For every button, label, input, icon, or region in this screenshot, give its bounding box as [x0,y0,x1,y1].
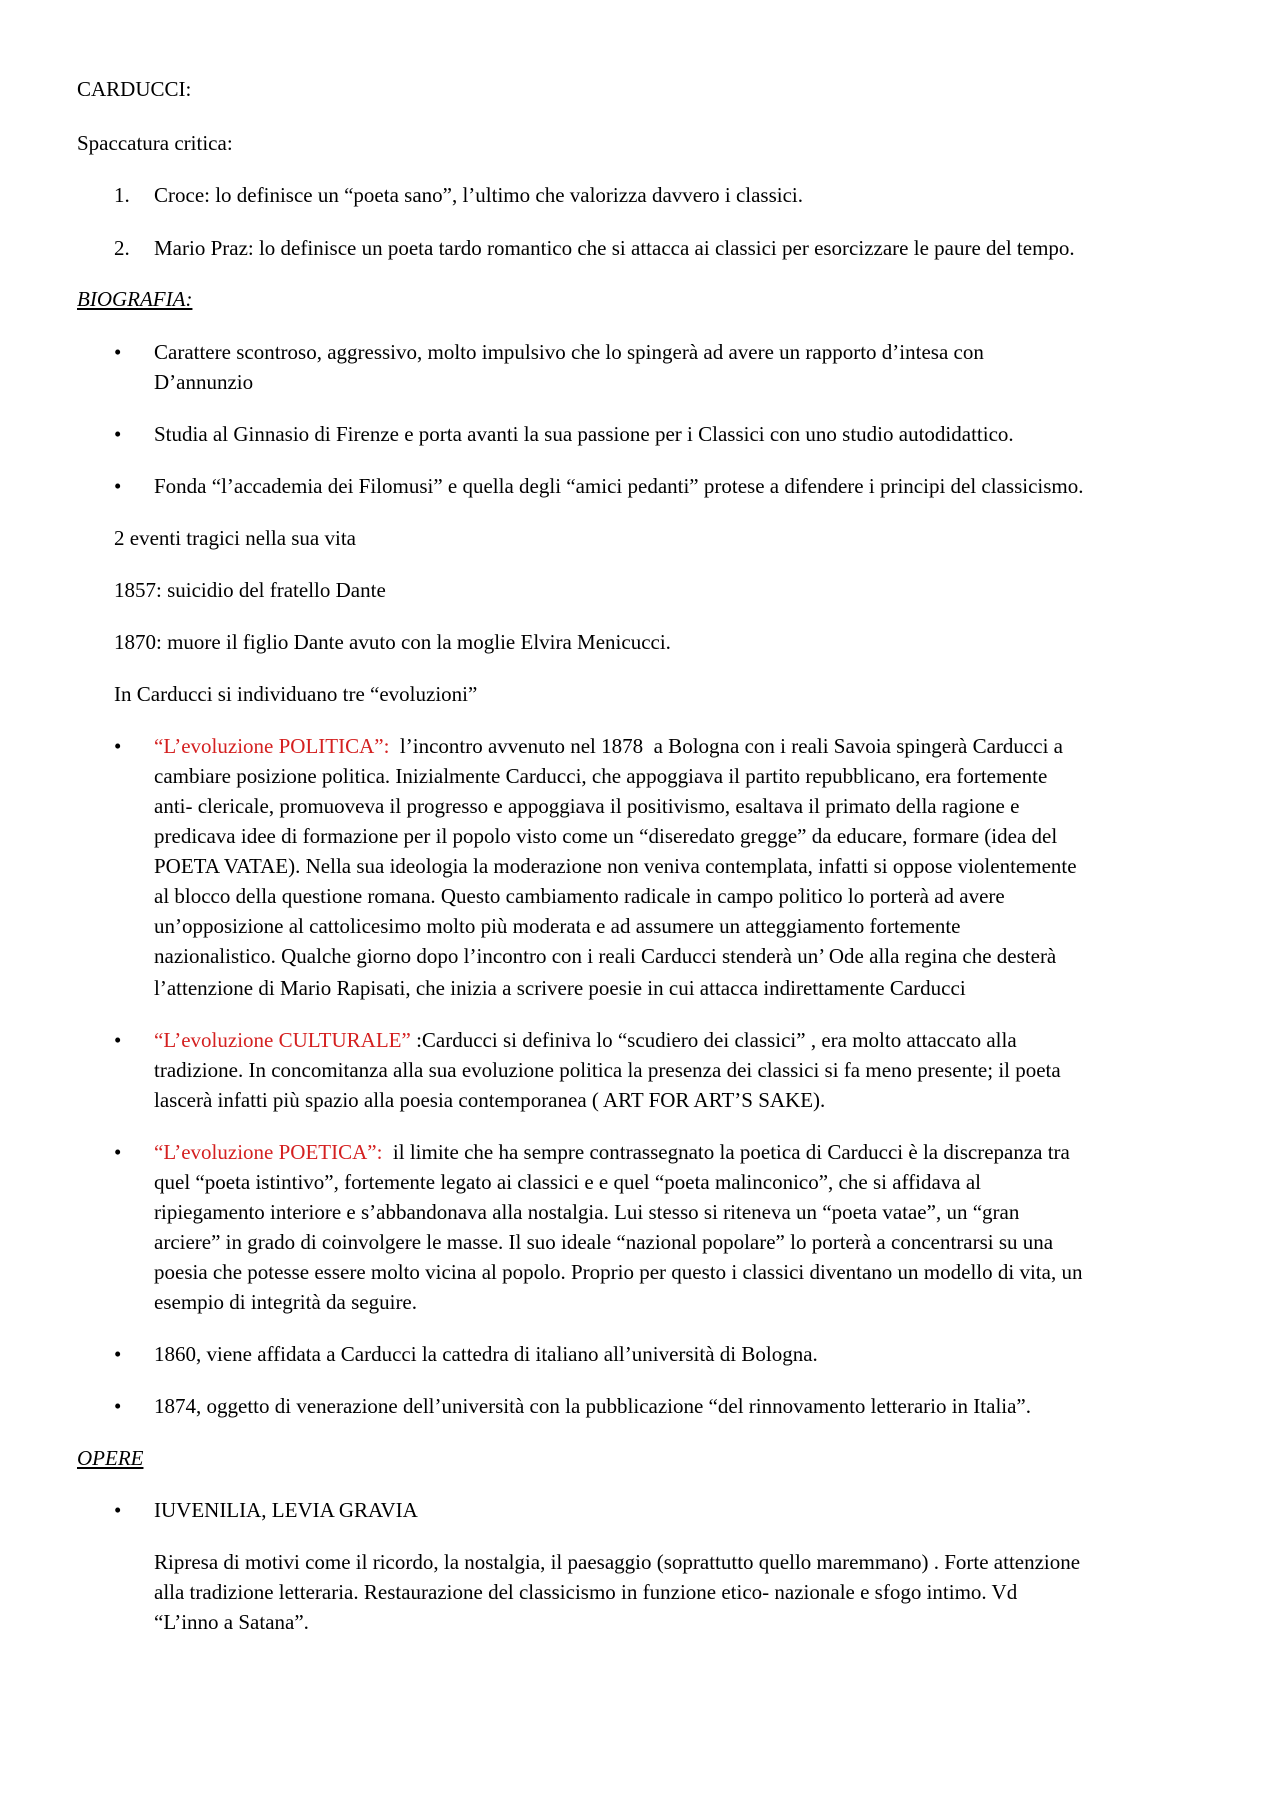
event-1857: 1857: suicidio del fratello Dante [114,578,386,602]
event-1870: 1870: muore il figlio Dante avuto con la moglie Elvira Menicucci. [114,630,671,654]
paragraph-line: tradizione. In concomitanza alla sua evoluzione politica la presenza dei classici si fa meno presente; il poeta [154,1058,1061,1082]
bullet-icon: • [114,1140,122,1164]
paragraph-line: alla tradizione letteraria. Restaurazione del classicismo in funzione etico- nazionale e sfogo intimo. Vd [154,1580,1018,1604]
list-item: 1874, oggetto di venerazione dell’università con la pubblicazione “del rinnovamento letterario in Italia”. [154,1394,1032,1418]
list-number: 1. [114,183,130,207]
spaccatura-label: Spaccatura critica: [77,131,233,155]
biografia-heading: BIOGRAFIA: [77,287,193,311]
list-item-continuation: D’annunzio [154,370,254,394]
evoluzione-politica-label: “L’evoluzione POLITICA”: [154,734,390,758]
paragraph-line: cambiare posizione politica. Inizialmente Carducci, che appoggiava il partito repubblicano, era fortemente [154,764,1048,788]
list-item: Croce: lo definisce un “poeta sano”, l’ultimo che valorizza davvero i classici. [154,183,804,207]
paragraph-line: l’incontro avvenuto nel 1878 a Bologna con i reali Savoia spingerà Carducci a [389,734,1063,758]
bullet-icon: • [114,734,122,758]
eventi-intro: 2 eventi tragici nella sua vita [114,526,356,550]
list-item: IUVENILIA, LEVIA GRAVIA [154,1498,418,1522]
paragraph-line: POETA VATAE). Nella sua ideologia la moderazione non veniva contemplata, infatti si oppose violentemente [154,854,1077,878]
bullet-icon: • [114,1498,122,1522]
paragraph-line: quel “poeta istintivo”, fortemente legato ai classici e e quel “poeta malinconico”, che si affidava al [154,1170,982,1194]
document-title: CARDUCCI: [77,77,192,101]
paragraph-line: nazionalistico. Qualche giorno dopo l’incontro con i reali Carducci stenderà un’ Ode alla regina che desterà [154,944,1057,968]
bullet-icon: • [114,1342,122,1366]
bullet-icon: • [114,1394,122,1418]
evoluzione-poetica-paragraph [154,1137,1070,1167]
paragraph-line: esempio di integrità da seguire. [154,1290,418,1314]
paragraph-line: il limite che ha sempre contrassegnato la poetica di Carducci è la discrepanza tra [382,1140,1070,1164]
paragraph-line: ripiegamento interiore e s’abbandonava alla nostalgia. Lui stesso si riteneva un “poeta vatae”, un “gran [154,1200,1020,1224]
paragraph-line: anti- clericale, promuoveva il progresso e appoggiava il positivismo, esaltava il primato della ragione e [154,794,1020,818]
paragraph-line: “L’inno a Satana”. [154,1610,309,1634]
list-item: 1860, viene affidata a Carducci la cattedra di italiano all’università di Bologna. [154,1342,818,1366]
evoluzione-politica-paragraph [154,731,1063,761]
evoluzione-culturale-paragraph [154,1025,1017,1055]
evoluzione-culturale-label: “L’evoluzione CULTURALE” [154,1028,411,1052]
bullet-icon: • [114,1028,122,1052]
opere-heading: OPERE [77,1446,144,1470]
paragraph-line: poesia che potesse essere molto vicina al popolo. Proprio per questo i classici diventano un modello di vita, un [154,1260,1083,1284]
evoluzioni-intro: In Carducci si individuano tre “evoluzioni” [114,682,478,706]
paragraph-line: Ripresa di motivi come il ricordo, la nostalgia, il paesaggio (soprattutto quello maremmano) . Forte attenzione [154,1550,1081,1574]
evoluzione-poetica-label: “L’evoluzione POETICA”: [154,1140,383,1164]
list-item: Studia al Ginnasio di Firenze e porta avanti la sua passione per i Classici con uno studio autodidattico. [154,422,1014,446]
bullet-icon: • [114,474,122,498]
paragraph-line: :Carducci si definiva lo “scudiero dei classici” , era molto attaccato alla [410,1028,1017,1052]
list-item: Mario Praz: lo definisce un poeta tardo romantico che si attacca ai classici per esorcizzare le paure del tempo. [154,236,1075,260]
bullet-icon: • [114,422,122,446]
paragraph-line: l’attenzione di Mario Rapisati, che inizia a scrivere poesie in cui attacca indirettamente Carducci [154,976,966,1000]
paragraph-line: predicava idee di formazione per il popolo visto come un “diseredato gregge” da educare, formare (idea del [154,824,1058,848]
list-item: Carattere scontroso, aggressivo, molto impulsivo che lo spingerà ad avere un rapporto d’intesa con [154,340,984,364]
bullet-icon: • [114,340,122,364]
paragraph-line: al blocco della questione romana. Questo cambiamento radicale in campo politico lo porterà ad avere [154,884,1005,908]
paragraph-line: un’opposizione al cattolicesimo molto più moderata e ad assumere un atteggiamento fortemente [154,914,961,938]
paragraph-line: arciere” in grado di coinvolgere le masse. Il suo ideale “nazional popolare” lo porterà a concentrarsi su una [154,1230,1054,1254]
paragraph-line: lascerà infatti più spazio alla poesia contemporanea ( ART FOR ART’S SAKE). [154,1088,826,1112]
list-item: Fonda “l’accademia dei Filomusi” e quella degli “amici pedanti” protese a difendere i principi del classicismo. [154,474,1084,498]
list-number: 2. [114,236,130,260]
